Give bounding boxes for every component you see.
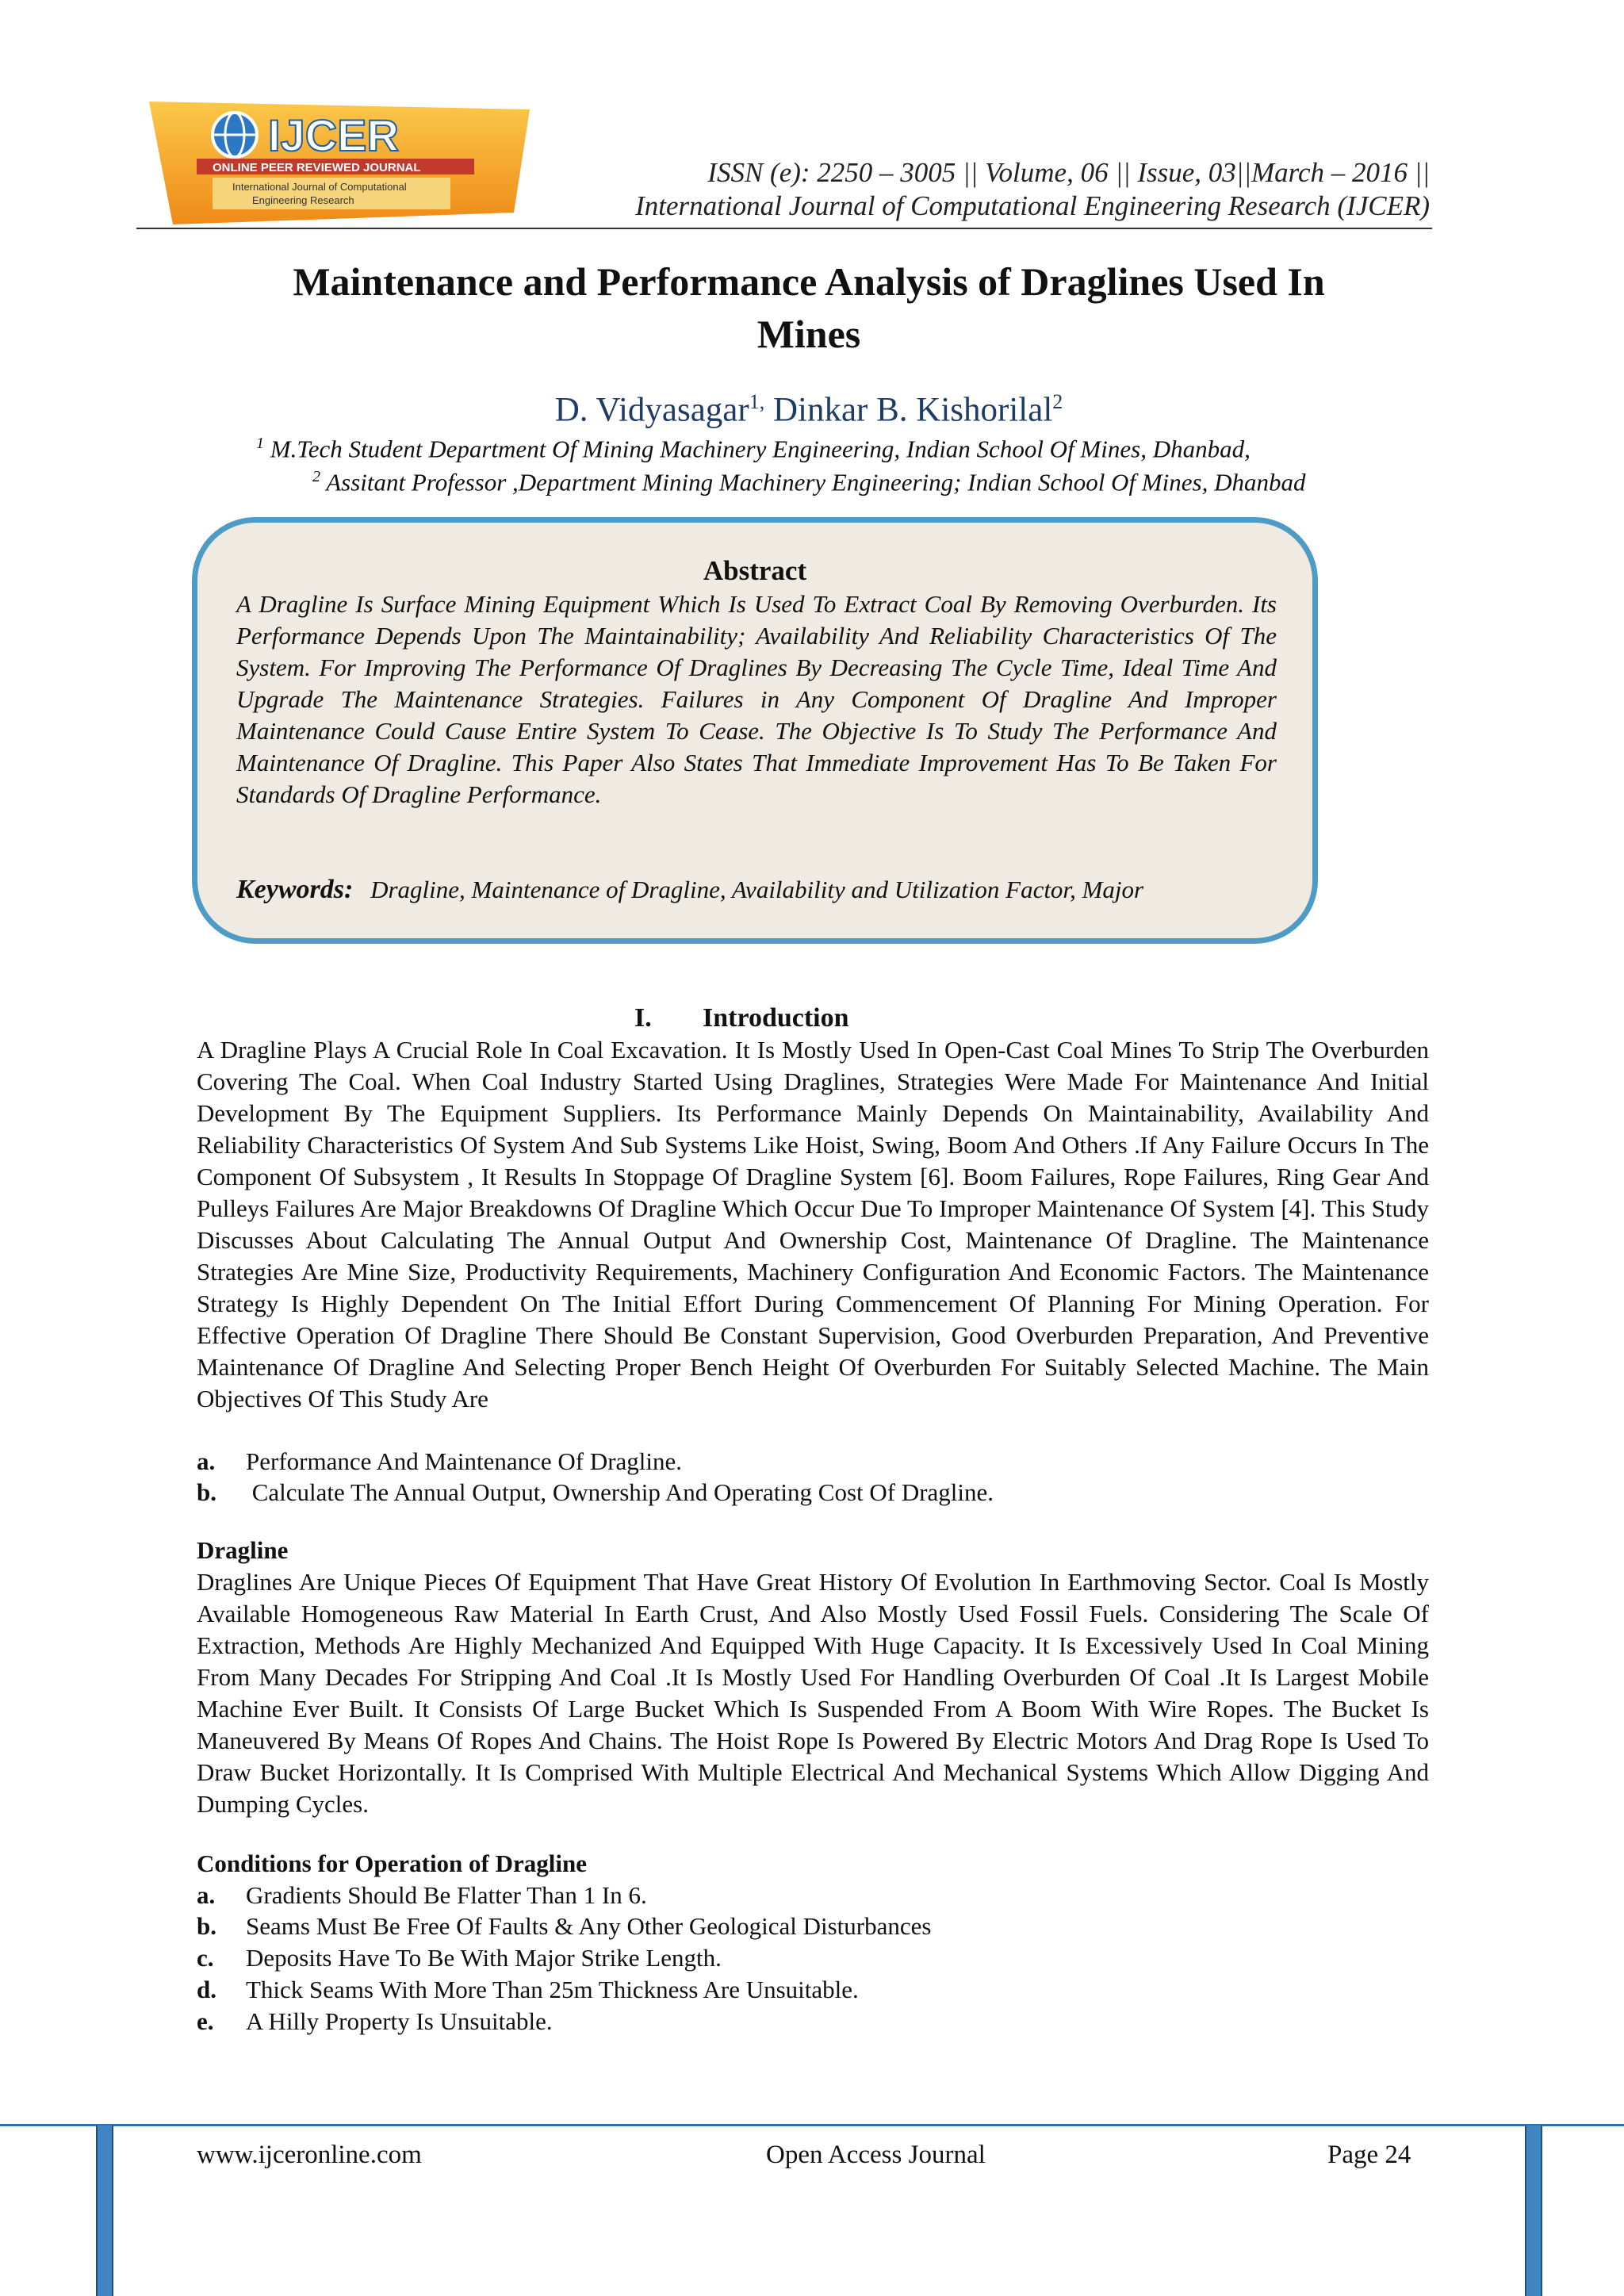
subheading-conditions: Conditions for Operation of Dragline [197, 1849, 587, 1877]
logo-text: IJCER [268, 110, 399, 160]
introduction-paragraph: A Dragline Plays A Crucial Role In Coal Excavation. It Is Mostly Used In Open-Cast Coal Mines To Strip The Overburden Covering The Coal. When Coal Industry Started Using Draglines, Strategies Were Made For Maintenance And Initial Development By The Equipment Suppliers. Its Performance Mainly Depends On Maintainability, Availability And Reliability Characteristics Of System And Sub Systems Like Hoist, Swing, Boom And Others .If Any Failure Occurs In The Component Of Subsystem , It Results In Stoppage Of Dragline System [6]. Boom Failures, Rope Failures, Ring Gear And Pulleys Failures Are Major Breakdowns Of Dragline Which Occur Due To Improper Maintenance Of System [4]. This Study Discusses About Calculating The Annual Output And Ownership Cost, Maintenance Of Dragline. The Maintenance Strategies Are Mine Size, Productivity Requirements, Machinery Configuration And Economic Factors. The Maintenance Strategy Is Highly Dependent On The Initial Effort During Commencement Of Planning For Mining Operation. For Effective Operation Of Dragline There Should Be Constant Supervision, Good Overburden Preparation, And Preventive Maintenance Of Dragline And Selecting Proper Bench Height Of Overburden For Suitably Selected Machine. The Main Objectives Of This Study Are [197, 1036, 1429, 1412]
footer-bar-left [96, 2125, 113, 2296]
section-title: Introduction [703, 1003, 849, 1033]
keywords-line [236, 874, 1143, 906]
list-marker: a. [197, 1447, 216, 1475]
journal-logo [141, 94, 538, 228]
list-marker: c. [197, 1944, 214, 1972]
list-item-text: Performance And Maintenance Of Dragline. [246, 1447, 683, 1475]
list-item-text: Gradients Should Be Flatter Than 1 In 6. [246, 1881, 647, 1909]
condition-item [197, 1974, 859, 2006]
condition-item [197, 2006, 553, 2037]
list-item-text: Calculate The Annual Output, Ownership And Operating Cost Of Dragline. [246, 1478, 994, 1506]
list-marker: b. [197, 1912, 216, 1940]
author-list [206, 381, 1411, 431]
list-marker: d. [197, 1976, 216, 2003]
list-marker: a. [197, 1881, 216, 1909]
list-item-text: A Hilly Property Is Unsuitable. [246, 2007, 553, 2035]
affiliation-2-sup: 2 [312, 468, 320, 485]
list-item-text: Seams Must Be Free Of Faults & Any Other Geological Disturbances [246, 1912, 932, 1940]
author-2-name: Dinkar B. Kishorilal [772, 391, 1053, 429]
author-1-sup: 1, [749, 390, 765, 413]
affiliation-1 [256, 428, 1251, 464]
list-item-text: Deposits Have To Be With Major Strike Length. [246, 1944, 722, 1972]
abstract-heading: Abstract [703, 555, 807, 586]
condition-item [197, 1880, 647, 1911]
objective-item [197, 1446, 682, 1478]
footer-rule [0, 2124, 1624, 2126]
header-rule [136, 228, 1432, 229]
author-1-name: D. Vidyasagar [554, 391, 749, 429]
author-2-sup: 2 [1052, 390, 1063, 413]
logo-tagline: ONLINE PEER REVIEWED JOURNAL [213, 161, 421, 174]
footer-open-access: Open Access Journal [766, 2141, 986, 2169]
section-number: I. [634, 1003, 652, 1033]
condition-item [197, 1911, 931, 1942]
header-journal-line: International Journal of Computational Engineering Research (IJCER) [635, 190, 1430, 221]
dragline-paragraph: Draglines Are Unique Pieces Of Equipment That Have Great History Of Evolution In Earthmoving Sector. Coal Is Mostly Available Homogeneous Raw Material In Earth Crust, And Also Mostly Used Fossil Fuels. Considering The Scale Of Extraction, Methods Are Highly Mechanized And Equipped With Huge Capacity. It Is Excessively Used In Coal Mining From Many Decades For Stripping And Coal .It Is Mostly Used For Handling Overburden Of Coal .It Is Largest Mobile Machine Ever Built. It Consists Of Large Bucket Which Is Suspended From A Boom With Wire Ropes. The Bucket Is Maneuvered By Means Of Ropes And Chains. The Hoist Rope Is Powered By Electric Motors And Drag Rope Is Used To Draw Bucket Horizontally. It Is Comprised With Multiple Electrical And Mechanical Systems Which Allow Digging And Dumping Cycles. [197, 1568, 1429, 1818]
list-item-text: Thick Seams With More Than 25m Thickness Are Unsuitable. [246, 1976, 859, 2003]
footer-bar-right [1525, 2125, 1542, 2296]
section-heading-introduction [634, 1001, 849, 1036]
affiliation-2-text: Assitant Professor ,Department Mining Machinery Engineering; Indian School Of Mines, Dhanbad [326, 468, 1306, 496]
affiliation-2 [312, 462, 1305, 497]
logo-subtitle-2: Engineering Research [252, 194, 354, 206]
condition-item [197, 1942, 722, 1974]
affiliation-1-text: M.Tech Student Department Of Mining Machinery Engineering, Indian School Of Mines, Dhanbad, [270, 435, 1251, 463]
footer-page-number: Page 24 [1327, 2141, 1411, 2169]
paper-title [206, 255, 1411, 360]
keywords-text: Dragline, Maintenance of Dragline, Availability and Utilization Factor, Major [370, 876, 1144, 903]
abstract-text: A Dragline Is Surface Mining Equipment Which Is Used To Extract Coal By Removing Overburden. Its Performance Depends Upon The Maintainability; Availability And Reliability Characteristics Of The System. For Improving The Performance Of Draglines By Decreasing The Cycle Time, Ideal Time And Upgrade The Maintenance Strategies. Failures in Any Component Of Dragline And Improper Maintenance Could Cause Entire System To Cease. The Objective Is To Study The Performance And Maintenance Of Dragline. This Paper Also States That Immediate Improvement Has To Be Taken For Standards Of Dragline Performance. [236, 590, 1277, 808]
affiliation-1-sup: 1 [256, 435, 264, 452]
list-marker: b. [197, 1478, 216, 1506]
list-marker: e. [197, 2007, 214, 2035]
header-issn-line: ISSN (e): 2250 – 3005 || Volume, 06 || Issue, 03||March – 2016 || [707, 157, 1430, 188]
objective-item [197, 1477, 994, 1508]
paper-title-line-2: Mines [756, 312, 861, 356]
paper-title-line-1: Maintenance and Performance Analysis of Draglines Used In [293, 259, 1325, 304]
footer-url-link[interactable]: www.ijceronline.com [197, 2141, 422, 2169]
keywords-label: Keywords: [236, 875, 354, 904]
logo-subtitle-1: International Journal of Computational [232, 181, 407, 193]
subheading-dragline: Dragline [197, 1536, 289, 1564]
